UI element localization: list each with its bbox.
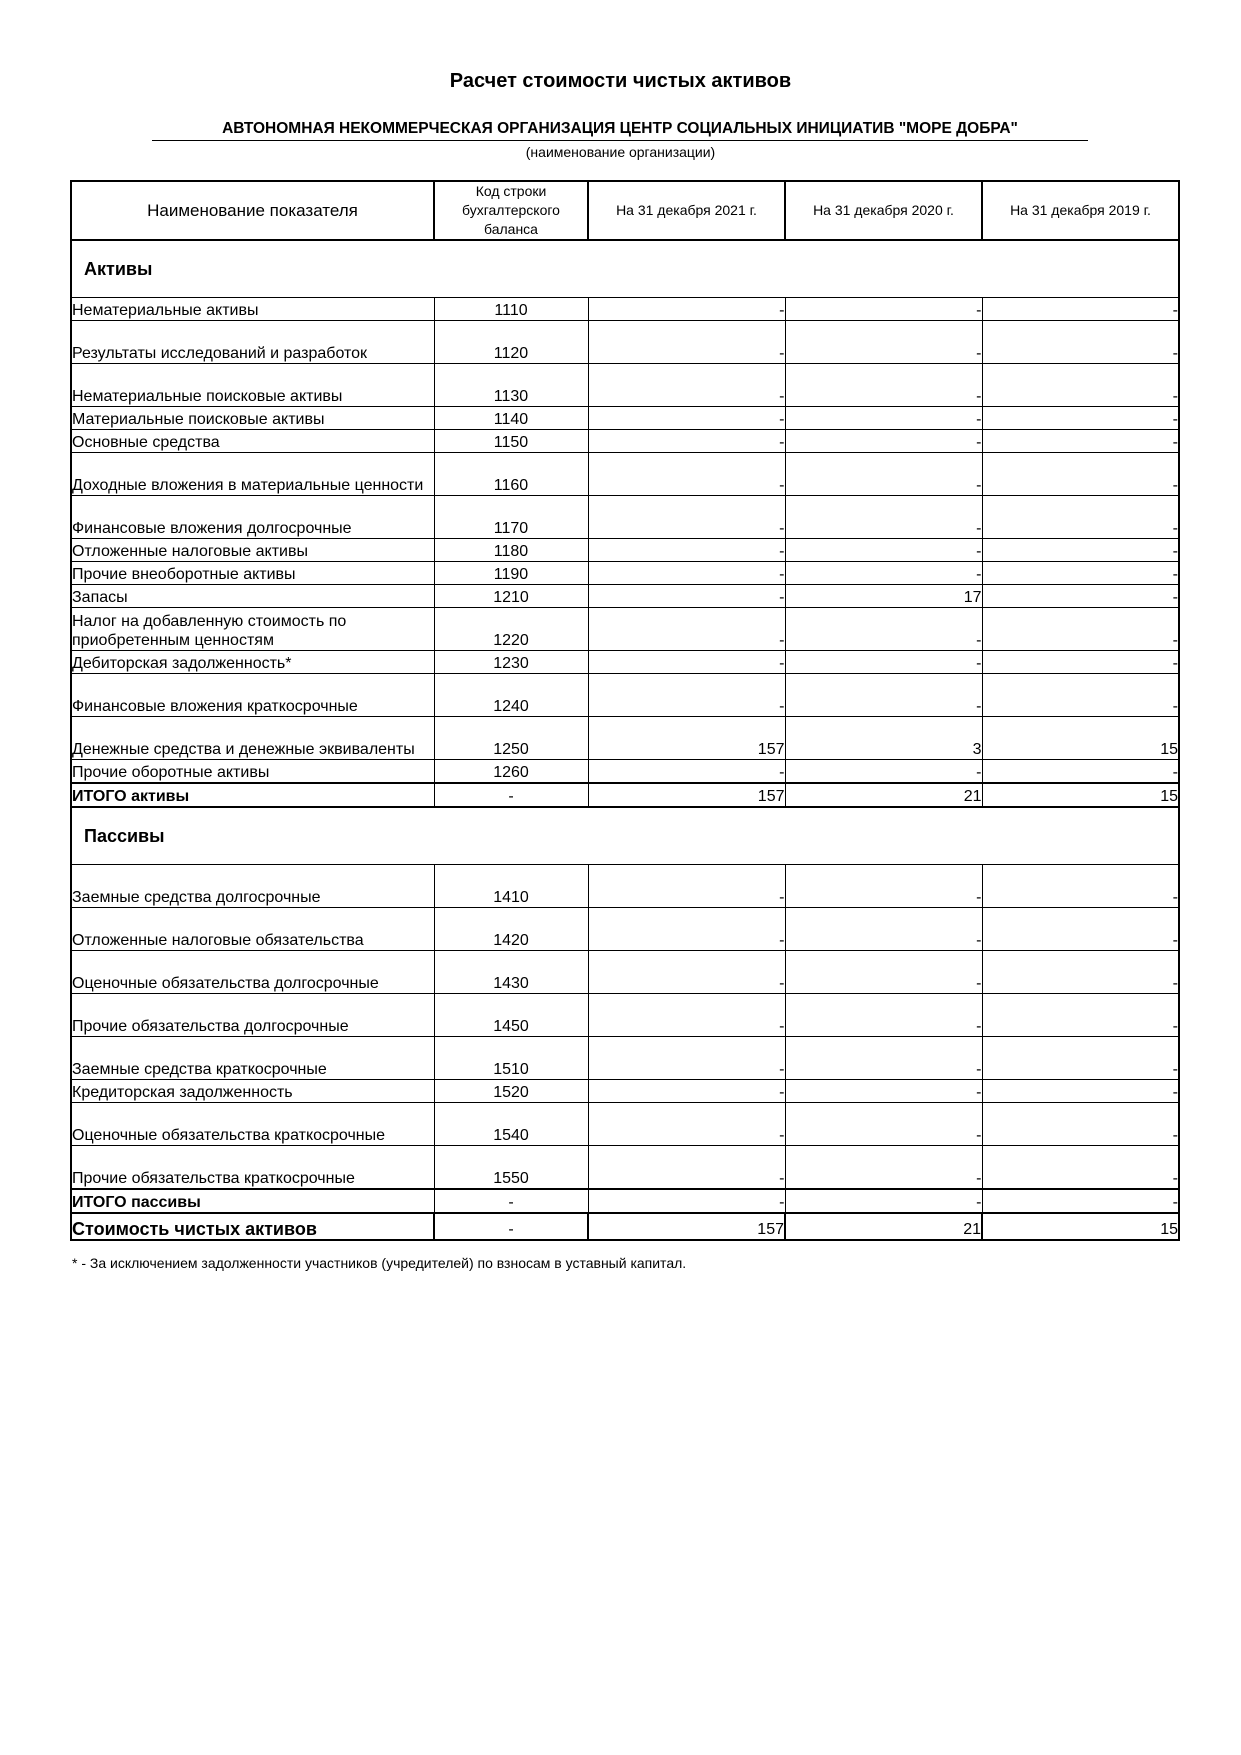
row-code: 1240 (434, 674, 588, 717)
row-code: 1130 (434, 364, 588, 407)
row-value-2019: - (982, 1037, 1179, 1080)
row-value-2021: - (588, 1103, 785, 1146)
row-value-2020: - (785, 496, 982, 539)
row-value-2020: - (785, 1037, 982, 1080)
row-name: Материальные поисковые активы (71, 407, 434, 430)
row-code: 1150 (434, 430, 588, 453)
table-row (71, 1103, 1179, 1146)
section-title-liabilities: Пассивы (71, 807, 1179, 865)
row-code: 1170 (434, 496, 588, 539)
row-code: - (434, 783, 588, 807)
row-code: - (434, 1189, 588, 1213)
table-row (71, 407, 1179, 430)
net-assets-table (70, 180, 1180, 1241)
table-row (71, 539, 1179, 562)
row-value-2019: - (982, 908, 1179, 951)
table-row (71, 865, 1179, 908)
row-value-2020: - (785, 407, 982, 430)
row-value-2021: 157 (588, 1213, 785, 1240)
row-value-2019: - (982, 608, 1179, 651)
row-value-2019: - (982, 562, 1179, 585)
table-header-row (71, 181, 1179, 240)
row-name: Оценочные обязательства долгосрочные (71, 951, 434, 994)
row-code: 1160 (434, 453, 588, 496)
row-value-2020: - (785, 1080, 982, 1103)
table-row (71, 908, 1179, 951)
row-value-2021: - (588, 951, 785, 994)
table-row (71, 562, 1179, 585)
row-value-2019: - (982, 760, 1179, 784)
row-code: 1220 (434, 608, 588, 651)
row-value-2020: - (785, 453, 982, 496)
row-name: Прочие обязательства долгосрочные (71, 994, 434, 1037)
row-value-2021: 157 (588, 783, 785, 807)
row-value-2021: - (588, 865, 785, 908)
row-value-2021: - (588, 430, 785, 453)
liabilities-total-row (71, 1189, 1179, 1213)
table-row (71, 717, 1179, 760)
row-value-2019: - (982, 994, 1179, 1037)
table-row (71, 651, 1179, 674)
row-code: 1410 (434, 865, 588, 908)
row-value-2020: - (785, 674, 982, 717)
row-value-2020: - (785, 760, 982, 784)
row-value-2019: 15 (982, 783, 1179, 807)
row-code: 1210 (434, 585, 588, 608)
row-value-2019: - (982, 865, 1179, 908)
row-value-2021: - (588, 608, 785, 651)
row-name: Отложенные налоговые обязательства (71, 908, 434, 951)
row-name: ИТОГО пассивы (71, 1189, 434, 1213)
row-value-2020: - (785, 364, 982, 407)
table-row (71, 760, 1179, 784)
row-code: 1120 (434, 321, 588, 364)
row-name: Заемные средства долгосрочные (71, 865, 434, 908)
row-name: Прочие оборотные активы (71, 760, 434, 784)
row-name: Стоимость чистых активов (71, 1213, 434, 1240)
table-row (71, 496, 1179, 539)
row-value-2019: - (982, 496, 1179, 539)
row-value-2020: 17 (785, 585, 982, 608)
row-value-2020: - (785, 562, 982, 585)
row-name: Дебиторская задолженность* (71, 651, 434, 674)
section-assets (71, 240, 1179, 298)
row-value-2020: - (785, 951, 982, 994)
row-value-2019: - (982, 585, 1179, 608)
row-name: Прочие обязательства краткосрочные (71, 1146, 434, 1190)
row-name: Отложенные налоговые активы (71, 539, 434, 562)
table-row (71, 1080, 1179, 1103)
header-2020: На 31 декабря 2020 г. (785, 181, 982, 240)
row-value-2019: - (982, 407, 1179, 430)
header-2019: На 31 декабря 2019 г. (982, 181, 1179, 240)
header-name: Наименование показателя (71, 181, 434, 240)
row-value-2021: - (588, 908, 785, 951)
row-code: 1420 (434, 908, 588, 951)
row-code: 1520 (434, 1080, 588, 1103)
row-value-2021: - (588, 407, 785, 430)
row-code: 1180 (434, 539, 588, 562)
organization-caption: (наименование организации) (525, 144, 716, 160)
table-row (71, 585, 1179, 608)
row-value-2019: - (982, 1146, 1179, 1190)
table-row (71, 298, 1179, 321)
row-value-2020: - (785, 1146, 982, 1190)
row-code: 1510 (434, 1037, 588, 1080)
row-value-2021: - (588, 453, 785, 496)
row-value-2019: - (982, 1189, 1179, 1213)
row-value-2019: - (982, 951, 1179, 994)
row-value-2020: - (785, 1189, 982, 1213)
row-name: Нематериальные активы (71, 298, 434, 321)
row-name: Запасы (71, 585, 434, 608)
row-value-2021: - (588, 321, 785, 364)
net-assets-row (71, 1213, 1179, 1240)
row-value-2020: - (785, 865, 982, 908)
row-code: 1190 (434, 562, 588, 585)
row-value-2020: - (785, 430, 982, 453)
row-value-2019: - (982, 1080, 1179, 1103)
row-value-2020: 21 (785, 1213, 982, 1240)
row-name: Основные средства (71, 430, 434, 453)
row-code: 1110 (434, 298, 588, 321)
section-title-assets: Активы (71, 240, 1179, 298)
row-name: Доходные вложения в материальные ценности (71, 453, 434, 496)
row-value-2019: - (982, 430, 1179, 453)
row-code: 1230 (434, 651, 588, 674)
table-row (71, 364, 1179, 407)
row-value-2021: - (588, 1189, 785, 1213)
row-value-2019: - (982, 364, 1179, 407)
table-row (71, 453, 1179, 496)
section-liabilities (71, 807, 1179, 865)
row-code: 1250 (434, 717, 588, 760)
row-value-2020: - (785, 994, 982, 1037)
row-value-2019: - (982, 298, 1179, 321)
footnote: * - За исключением задолженности участников (учредителей) по взносам в уставный капитал. (72, 1255, 687, 1271)
row-value-2019: - (982, 651, 1179, 674)
header-2021: На 31 декабря 2021 г. (588, 181, 785, 240)
row-value-2019: - (982, 539, 1179, 562)
row-name: Финансовые вложения краткосрочные (71, 674, 434, 717)
table-row (71, 994, 1179, 1037)
row-code: 1260 (434, 760, 588, 784)
row-value-2021: - (588, 1037, 785, 1080)
row-value-2019: - (982, 321, 1179, 364)
table-row (71, 674, 1179, 717)
row-value-2021: - (588, 364, 785, 407)
row-name: Оценочные обязательства краткосрочные (71, 1103, 434, 1146)
row-value-2021: - (588, 1146, 785, 1190)
row-value-2019: 15 (982, 717, 1179, 760)
row-value-2019: - (982, 1103, 1179, 1146)
table-row (71, 608, 1179, 651)
row-code: 1540 (434, 1103, 588, 1146)
assets-rows (71, 298, 1179, 784)
table-row (71, 951, 1179, 994)
row-value-2021: - (588, 760, 785, 784)
row-name: Финансовые вложения долгосрочные (71, 496, 434, 539)
table-row (71, 430, 1179, 453)
row-value-2021: - (588, 562, 785, 585)
row-value-2021: - (588, 994, 785, 1037)
row-name: Заемные средства краткосрочные (71, 1037, 434, 1080)
row-name: Прочие внеоборотные активы (71, 562, 434, 585)
row-value-2021: - (588, 539, 785, 562)
row-value-2021: - (588, 496, 785, 539)
row-code: 1430 (434, 951, 588, 994)
row-name: Налог на добавленную стоимость по приобретенным ценностям (71, 608, 434, 651)
row-name: Результаты исследований и разработок (71, 321, 434, 364)
row-name: ИТОГО активы (71, 783, 434, 807)
row-value-2020: 21 (785, 783, 982, 807)
header-code: Код строки бухгалтерского баланса (434, 181, 588, 240)
row-value-2021: - (588, 298, 785, 321)
row-value-2021: - (588, 585, 785, 608)
row-value-2019: - (982, 453, 1179, 496)
row-name: Денежные средства и денежные эквиваленты (71, 717, 434, 760)
row-code: - (434, 1213, 588, 1240)
row-value-2020: - (785, 298, 982, 321)
row-value-2021: 157 (588, 717, 785, 760)
row-value-2020: - (785, 651, 982, 674)
row-value-2021: - (588, 674, 785, 717)
row-value-2020: - (785, 608, 982, 651)
assets-total-row (71, 783, 1179, 807)
row-value-2020: - (785, 321, 982, 364)
liabilities-rows (71, 865, 1179, 1190)
table-row (71, 1037, 1179, 1080)
row-value-2020: 3 (785, 717, 982, 760)
row-value-2020: - (785, 539, 982, 562)
table-row (71, 1146, 1179, 1190)
row-value-2021: - (588, 651, 785, 674)
row-value-2019: 15 (982, 1213, 1179, 1240)
row-code: 1550 (434, 1146, 588, 1190)
row-value-2020: - (785, 908, 982, 951)
page-title: Расчет стоимости чистых активов (449, 70, 792, 92)
row-value-2019: - (982, 674, 1179, 717)
table-row (71, 321, 1179, 364)
row-code: 1450 (434, 994, 588, 1037)
row-name: Кредиторская задолженность (71, 1080, 434, 1103)
row-value-2020: - (785, 1103, 982, 1146)
row-code: 1140 (434, 407, 588, 430)
organization-name: АВТОНОМНАЯ НЕКОММЕРЧЕСКАЯ ОРГАНИЗАЦИЯ ЦЕНТР СОЦИАЛЬНЫХ ИНИЦИАТИВ "МОРЕ ДОБРА" (152, 120, 1088, 141)
row-value-2021: - (588, 1080, 785, 1103)
row-name: Нематериальные поисковые активы (71, 364, 434, 407)
